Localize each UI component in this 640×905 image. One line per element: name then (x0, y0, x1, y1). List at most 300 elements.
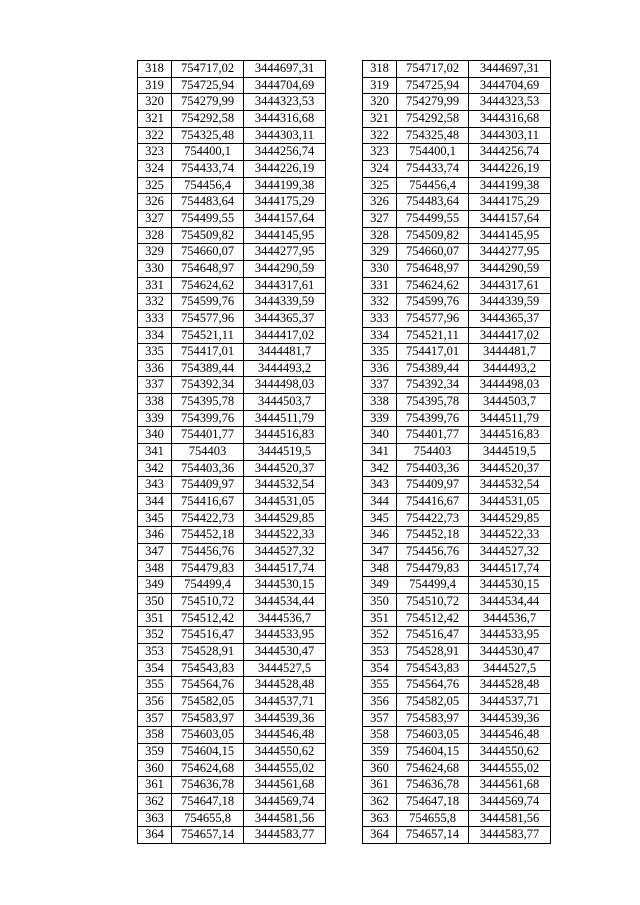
x-coordinate-cell: 754604,15 (397, 743, 469, 760)
point-number-cell: 364 (138, 827, 172, 844)
table-row (363, 127, 551, 144)
y-coordinate-cell: 3444503,7 (244, 394, 326, 411)
x-coordinate-cell: 754624,62 (172, 277, 244, 294)
y-coordinate-cell: 3444550,62 (469, 743, 551, 760)
x-coordinate-cell: 754456,4 (397, 177, 469, 194)
x-coordinate-cell: 754725,94 (397, 77, 469, 94)
coordinates-table-left (137, 60, 326, 844)
y-coordinate-cell: 3444534,44 (244, 594, 326, 611)
table-row (363, 494, 551, 511)
point-number-cell: 325 (138, 177, 172, 194)
x-coordinate-cell: 754400,1 (397, 144, 469, 161)
x-coordinate-cell: 754543,83 (397, 660, 469, 677)
x-coordinate-cell: 754499,55 (172, 210, 244, 227)
y-coordinate-cell: 3444529,85 (469, 510, 551, 527)
table-row (363, 460, 551, 477)
point-number-cell: 360 (138, 760, 172, 777)
point-number-cell: 322 (138, 127, 172, 144)
table-row (138, 227, 326, 244)
y-coordinate-cell: 3444226,19 (469, 160, 551, 177)
x-coordinate-cell: 754577,96 (172, 310, 244, 327)
y-coordinate-cell: 3444256,74 (244, 144, 326, 161)
x-coordinate-cell: 754647,18 (397, 793, 469, 810)
table-row (138, 643, 326, 660)
point-number-cell: 362 (138, 793, 172, 810)
point-number-cell: 341 (138, 444, 172, 461)
y-coordinate-cell: 3444583,77 (469, 827, 551, 844)
table-row (138, 660, 326, 677)
x-coordinate-cell: 754717,02 (397, 61, 469, 78)
y-coordinate-cell: 3444316,68 (244, 110, 326, 127)
point-number-cell: 352 (138, 627, 172, 644)
table-row (138, 110, 326, 127)
table-row (363, 760, 551, 777)
x-coordinate-cell: 754648,97 (397, 260, 469, 277)
table-row (138, 61, 326, 78)
x-coordinate-cell: 754433,74 (172, 160, 244, 177)
x-coordinate-cell: 754509,82 (397, 227, 469, 244)
x-coordinate-cell: 754564,76 (172, 677, 244, 694)
point-number-cell: 324 (138, 160, 172, 177)
x-coordinate-cell: 754521,11 (172, 327, 244, 344)
x-coordinate-cell: 754279,99 (397, 94, 469, 111)
x-coordinate-cell: 754499,4 (172, 577, 244, 594)
y-coordinate-cell: 3444303,11 (469, 127, 551, 144)
y-coordinate-cell: 3444533,95 (469, 627, 551, 644)
point-number-cell: 350 (363, 594, 397, 611)
point-number-cell: 343 (138, 477, 172, 494)
x-coordinate-cell: 754403 (172, 444, 244, 461)
table-row (138, 560, 326, 577)
x-coordinate-cell: 754624,68 (397, 760, 469, 777)
point-number-cell: 324 (363, 160, 397, 177)
x-coordinate-cell: 754512,42 (172, 610, 244, 627)
y-coordinate-cell: 3444532,54 (244, 477, 326, 494)
x-coordinate-cell: 754409,97 (397, 477, 469, 494)
table-row (363, 544, 551, 561)
x-coordinate-cell: 754452,18 (397, 527, 469, 544)
table-row (138, 94, 326, 111)
table-row (363, 177, 551, 194)
y-coordinate-cell: 3444519,5 (469, 444, 551, 461)
x-coordinate-cell: 754512,42 (397, 610, 469, 627)
point-number-cell: 320 (363, 94, 397, 111)
x-coordinate-cell: 754401,77 (397, 427, 469, 444)
table-row (138, 444, 326, 461)
table-row (138, 77, 326, 94)
point-number-cell: 331 (138, 277, 172, 294)
point-number-cell: 356 (363, 693, 397, 710)
y-coordinate-cell: 3444199,38 (244, 177, 326, 194)
y-coordinate-cell: 3444581,56 (244, 810, 326, 827)
table-row (138, 427, 326, 444)
y-coordinate-cell: 3444517,74 (244, 560, 326, 577)
y-coordinate-cell: 3444561,68 (469, 777, 551, 794)
point-number-cell: 323 (138, 144, 172, 161)
y-coordinate-cell: 3444527,5 (244, 660, 326, 677)
table-row (138, 327, 326, 344)
point-number-cell: 348 (363, 560, 397, 577)
table-row (363, 727, 551, 744)
point-number-cell: 347 (363, 544, 397, 561)
point-number-cell: 359 (363, 743, 397, 760)
y-coordinate-cell: 3444520,37 (244, 460, 326, 477)
point-number-cell: 363 (363, 810, 397, 827)
table-row (138, 710, 326, 727)
y-coordinate-cell: 3444175,29 (469, 194, 551, 211)
x-coordinate-cell: 754389,44 (172, 360, 244, 377)
y-coordinate-cell: 3444303,11 (244, 127, 326, 144)
table-row (363, 277, 551, 294)
table-body-left (138, 61, 326, 844)
x-coordinate-cell: 754528,91 (397, 643, 469, 660)
y-coordinate-cell: 3444226,19 (244, 160, 326, 177)
table-row (138, 160, 326, 177)
y-coordinate-cell: 3444522,33 (244, 527, 326, 544)
x-coordinate-cell: 754416,67 (397, 494, 469, 511)
y-coordinate-cell: 3444531,05 (244, 494, 326, 511)
x-coordinate-cell: 754655,8 (172, 810, 244, 827)
y-coordinate-cell: 3444339,59 (469, 294, 551, 311)
table-row (363, 144, 551, 161)
y-coordinate-cell: 3444539,36 (244, 710, 326, 727)
x-coordinate-cell: 754409,97 (172, 477, 244, 494)
table-row (363, 610, 551, 627)
point-number-cell: 353 (138, 643, 172, 660)
x-coordinate-cell: 754422,73 (172, 510, 244, 527)
x-coordinate-cell: 754479,83 (172, 560, 244, 577)
table-row (363, 310, 551, 327)
point-number-cell: 350 (138, 594, 172, 611)
x-coordinate-cell: 754279,99 (172, 94, 244, 111)
x-coordinate-cell: 754603,05 (172, 727, 244, 744)
x-coordinate-cell: 754648,97 (172, 260, 244, 277)
y-coordinate-cell: 3444316,68 (469, 110, 551, 127)
point-number-cell: 353 (363, 643, 397, 660)
table-row (138, 294, 326, 311)
point-number-cell: 333 (363, 310, 397, 327)
table-row (363, 777, 551, 794)
y-coordinate-cell: 3444498,03 (244, 377, 326, 394)
y-coordinate-cell: 3444256,74 (469, 144, 551, 161)
table-row (138, 210, 326, 227)
point-number-cell: 339 (363, 410, 397, 427)
point-number-cell: 330 (138, 260, 172, 277)
table-row (138, 594, 326, 611)
table-row (138, 494, 326, 511)
point-number-cell: 336 (138, 360, 172, 377)
x-coordinate-cell: 754636,78 (172, 777, 244, 794)
table-row (138, 394, 326, 411)
table-row (138, 677, 326, 694)
point-number-cell: 334 (138, 327, 172, 344)
point-number-cell: 362 (363, 793, 397, 810)
point-number-cell: 326 (138, 194, 172, 211)
x-coordinate-cell: 754599,76 (397, 294, 469, 311)
point-number-cell: 364 (363, 827, 397, 844)
point-number-cell: 328 (363, 227, 397, 244)
point-number-cell: 334 (363, 327, 397, 344)
x-coordinate-cell: 754325,48 (397, 127, 469, 144)
table-row (363, 444, 551, 461)
table-row (138, 760, 326, 777)
table-row (363, 244, 551, 261)
table-row (363, 394, 551, 411)
y-coordinate-cell: 3444493,2 (244, 360, 326, 377)
table-row (138, 377, 326, 394)
y-coordinate-cell: 3444290,59 (244, 260, 326, 277)
point-number-cell: 319 (138, 77, 172, 94)
table-row (138, 410, 326, 427)
y-coordinate-cell: 3444534,44 (469, 594, 551, 611)
y-coordinate-cell: 3444530,47 (469, 643, 551, 660)
x-coordinate-cell: 754325,48 (172, 127, 244, 144)
x-coordinate-cell: 754604,15 (172, 743, 244, 760)
coordinates-table (362, 60, 551, 844)
point-number-cell: 348 (138, 560, 172, 577)
table-row (363, 427, 551, 444)
x-coordinate-cell: 754657,14 (172, 827, 244, 844)
table-row (363, 710, 551, 727)
y-coordinate-cell: 3444531,05 (469, 494, 551, 511)
x-coordinate-cell: 754543,83 (172, 660, 244, 677)
table-row (363, 594, 551, 611)
x-coordinate-cell: 754577,96 (397, 310, 469, 327)
y-coordinate-cell: 3444145,95 (244, 227, 326, 244)
y-coordinate-cell: 3444365,37 (469, 310, 551, 327)
point-number-cell: 330 (363, 260, 397, 277)
point-number-cell: 332 (363, 294, 397, 311)
x-coordinate-cell: 754399,76 (397, 410, 469, 427)
table-row (138, 194, 326, 211)
table-row (138, 727, 326, 744)
point-number-cell: 340 (138, 427, 172, 444)
x-coordinate-cell: 754483,64 (172, 194, 244, 211)
table-row (363, 160, 551, 177)
point-number-cell: 352 (363, 627, 397, 644)
y-coordinate-cell: 3444536,7 (469, 610, 551, 627)
y-coordinate-cell: 3444417,02 (244, 327, 326, 344)
x-coordinate-cell: 754403,36 (397, 460, 469, 477)
y-coordinate-cell: 3444561,68 (244, 777, 326, 794)
table-row (138, 177, 326, 194)
table-row (363, 527, 551, 544)
y-coordinate-cell: 3444532,54 (469, 477, 551, 494)
x-coordinate-cell: 754401,77 (172, 427, 244, 444)
point-number-cell: 355 (138, 677, 172, 694)
table-row (138, 810, 326, 827)
point-number-cell: 337 (138, 377, 172, 394)
point-number-cell: 321 (138, 110, 172, 127)
point-number-cell: 323 (363, 144, 397, 161)
table-row (138, 610, 326, 627)
table-row (363, 410, 551, 427)
x-coordinate-cell: 754400,1 (172, 144, 244, 161)
table-row (138, 743, 326, 760)
point-number-cell: 360 (363, 760, 397, 777)
x-coordinate-cell: 754660,07 (172, 244, 244, 261)
table-row (363, 627, 551, 644)
point-number-cell: 346 (138, 527, 172, 544)
table-row (363, 693, 551, 710)
y-coordinate-cell: 3444704,69 (244, 77, 326, 94)
table-row (138, 144, 326, 161)
y-coordinate-cell: 3444537,71 (469, 693, 551, 710)
y-coordinate-cell: 3444530,47 (244, 643, 326, 660)
point-number-cell: 354 (138, 660, 172, 677)
coordinates-table-right (362, 60, 551, 844)
y-coordinate-cell: 3444522,33 (469, 527, 551, 544)
y-coordinate-cell: 3444175,29 (244, 194, 326, 211)
x-coordinate-cell: 754516,47 (172, 627, 244, 644)
point-number-cell: 359 (138, 743, 172, 760)
y-coordinate-cell: 3444365,37 (244, 310, 326, 327)
point-number-cell: 326 (363, 194, 397, 211)
table-row (363, 360, 551, 377)
y-coordinate-cell: 3444145,95 (469, 227, 551, 244)
table-body-right (363, 61, 551, 844)
table-row (363, 477, 551, 494)
y-coordinate-cell: 3444520,37 (469, 460, 551, 477)
table-row (363, 377, 551, 394)
coordinates-table (137, 60, 326, 844)
point-number-cell: 335 (138, 344, 172, 361)
point-number-cell: 343 (363, 477, 397, 494)
y-coordinate-cell: 3444277,95 (469, 244, 551, 261)
point-number-cell: 341 (363, 444, 397, 461)
point-number-cell: 325 (363, 177, 397, 194)
point-number-cell: 357 (138, 710, 172, 727)
table-row (138, 344, 326, 361)
table-row (363, 560, 551, 577)
point-number-cell: 327 (363, 210, 397, 227)
x-coordinate-cell: 754583,97 (397, 710, 469, 727)
y-coordinate-cell: 3444569,74 (469, 793, 551, 810)
table-row (363, 660, 551, 677)
y-coordinate-cell: 3444323,53 (244, 94, 326, 111)
y-coordinate-cell: 3444516,83 (469, 427, 551, 444)
x-coordinate-cell: 754456,4 (172, 177, 244, 194)
y-coordinate-cell: 3444157,64 (244, 210, 326, 227)
x-coordinate-cell: 754483,64 (397, 194, 469, 211)
point-number-cell: 344 (138, 494, 172, 511)
y-coordinate-cell: 3444527,5 (469, 660, 551, 677)
point-number-cell: 333 (138, 310, 172, 327)
table-row (138, 360, 326, 377)
x-coordinate-cell: 754657,14 (397, 827, 469, 844)
x-coordinate-cell: 754582,05 (397, 693, 469, 710)
point-number-cell: 345 (363, 510, 397, 527)
point-number-cell: 342 (138, 460, 172, 477)
table-row (363, 294, 551, 311)
point-number-cell: 331 (363, 277, 397, 294)
table-row (363, 793, 551, 810)
table-row (363, 210, 551, 227)
x-coordinate-cell: 754599,76 (172, 294, 244, 311)
x-coordinate-cell: 754399,76 (172, 410, 244, 427)
y-coordinate-cell: 3444317,61 (244, 277, 326, 294)
y-coordinate-cell: 3444546,48 (244, 727, 326, 744)
y-coordinate-cell: 3444530,15 (244, 577, 326, 594)
y-coordinate-cell: 3444569,74 (244, 793, 326, 810)
x-coordinate-cell: 754456,76 (172, 544, 244, 561)
point-number-cell: 355 (363, 677, 397, 694)
x-coordinate-cell: 754636,78 (397, 777, 469, 794)
point-number-cell: 351 (363, 610, 397, 627)
table-row (363, 827, 551, 844)
x-coordinate-cell: 754624,68 (172, 760, 244, 777)
y-coordinate-cell: 3444503,7 (469, 394, 551, 411)
y-coordinate-cell: 3444199,38 (469, 177, 551, 194)
y-coordinate-cell: 3444539,36 (469, 710, 551, 727)
table-row (138, 793, 326, 810)
table-row (138, 510, 326, 527)
x-coordinate-cell: 754521,11 (397, 327, 469, 344)
table-row (138, 127, 326, 144)
table-row (363, 77, 551, 94)
point-number-cell: 361 (363, 777, 397, 794)
x-coordinate-cell: 754510,72 (397, 594, 469, 611)
table-row (363, 94, 551, 111)
x-coordinate-cell: 754717,02 (172, 61, 244, 78)
table-row (363, 194, 551, 211)
x-coordinate-cell: 754395,78 (397, 394, 469, 411)
x-coordinate-cell: 754510,72 (172, 594, 244, 611)
y-coordinate-cell: 3444704,69 (469, 77, 551, 94)
y-coordinate-cell: 3444527,32 (244, 544, 326, 561)
y-coordinate-cell: 3444511,79 (469, 410, 551, 427)
y-coordinate-cell: 3444697,31 (469, 61, 551, 78)
y-coordinate-cell: 3444517,74 (469, 560, 551, 577)
x-coordinate-cell: 754479,83 (397, 560, 469, 577)
x-coordinate-cell: 754417,01 (397, 344, 469, 361)
y-coordinate-cell: 3444555,02 (244, 760, 326, 777)
x-coordinate-cell: 754582,05 (172, 693, 244, 710)
table-row (363, 677, 551, 694)
point-number-cell: 354 (363, 660, 397, 677)
x-coordinate-cell: 754564,76 (397, 677, 469, 694)
y-coordinate-cell: 3444157,64 (469, 210, 551, 227)
table-row (138, 460, 326, 477)
table-row (363, 510, 551, 527)
table-row (363, 260, 551, 277)
y-coordinate-cell: 3444583,77 (244, 827, 326, 844)
table-row (138, 577, 326, 594)
point-number-cell: 363 (138, 810, 172, 827)
x-coordinate-cell: 754655,8 (397, 810, 469, 827)
y-coordinate-cell: 3444537,71 (244, 693, 326, 710)
table-row (363, 743, 551, 760)
y-coordinate-cell: 3444511,79 (244, 410, 326, 427)
y-coordinate-cell: 3444530,15 (469, 577, 551, 594)
table-row (363, 227, 551, 244)
point-number-cell: 340 (363, 427, 397, 444)
y-coordinate-cell: 3444581,56 (469, 810, 551, 827)
y-coordinate-cell: 3444290,59 (469, 260, 551, 277)
x-coordinate-cell: 754528,91 (172, 643, 244, 660)
x-coordinate-cell: 754499,55 (397, 210, 469, 227)
point-number-cell: 322 (363, 127, 397, 144)
table-row (363, 110, 551, 127)
table-row (138, 277, 326, 294)
point-number-cell: 358 (363, 727, 397, 744)
point-number-cell: 320 (138, 94, 172, 111)
y-coordinate-cell: 3444533,95 (244, 627, 326, 644)
point-number-cell: 318 (363, 61, 397, 78)
x-coordinate-cell: 754603,05 (397, 727, 469, 744)
table-row (363, 577, 551, 594)
table-row (138, 310, 326, 327)
